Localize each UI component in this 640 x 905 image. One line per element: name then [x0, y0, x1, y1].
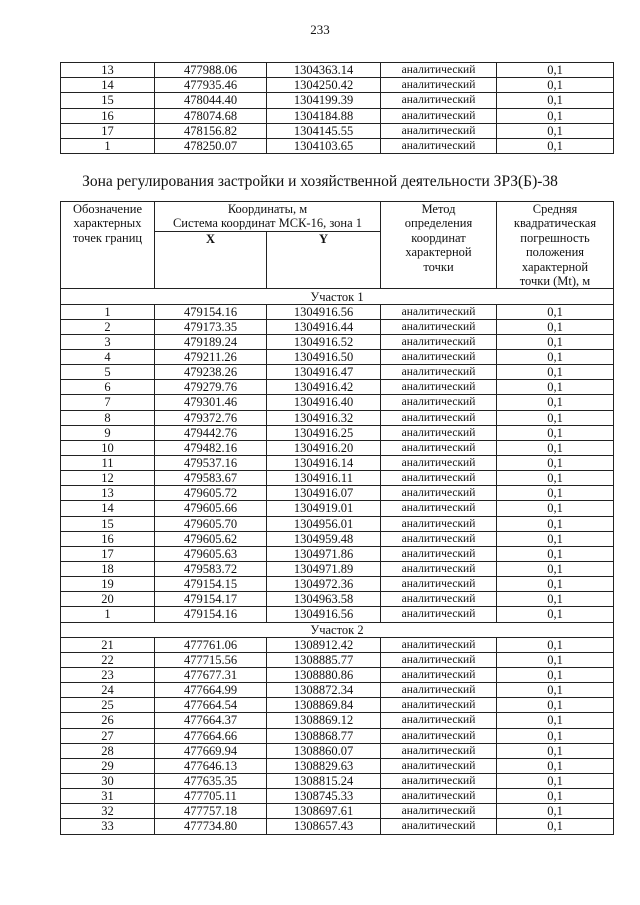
cell-point: 4 — [61, 350, 155, 365]
cell-method: аналитический — [381, 546, 497, 561]
cell-y: 1308829.63 — [267, 758, 381, 773]
cell-error: 0,1 — [497, 93, 614, 108]
cell-method: аналитический — [381, 819, 497, 834]
cell-method: аналитический — [381, 319, 497, 334]
header-text: погрешность — [520, 230, 590, 245]
cell-point: 8 — [61, 410, 155, 425]
cell-x: 477705.11 — [155, 789, 267, 804]
cell-method: аналитический — [381, 123, 497, 138]
cell-y: 1304916.20 — [267, 440, 381, 455]
cell-point: 20 — [61, 592, 155, 607]
cell-x: 479605.62 — [155, 531, 267, 546]
cell-error: 0,1 — [497, 78, 614, 93]
cell-method: аналитический — [381, 501, 497, 516]
cell-error: 0,1 — [497, 789, 614, 804]
cell-point: 19 — [61, 577, 155, 592]
table-row — [61, 501, 614, 516]
cell-y: 1304916.44 — [267, 319, 381, 334]
cell-point: 27 — [61, 728, 155, 743]
cell-y: 1304972.36 — [267, 577, 381, 592]
cell-error: 0,1 — [497, 319, 614, 334]
cell-x: 478250.07 — [155, 138, 267, 153]
cell-error: 0,1 — [497, 698, 614, 713]
cell-error: 0,1 — [497, 395, 614, 410]
cell-point: 3 — [61, 334, 155, 349]
cell-method: аналитический — [381, 607, 497, 622]
cell-method: аналитический — [381, 683, 497, 698]
cell-point: 22 — [61, 652, 155, 667]
cell-point: 2 — [61, 319, 155, 334]
cell-method: аналитический — [381, 410, 497, 425]
cell-x: 477761.06 — [155, 637, 267, 652]
cell-point: 31 — [61, 789, 155, 804]
cell-error: 0,1 — [497, 425, 614, 440]
cell-error: 0,1 — [497, 561, 614, 576]
cell-error: 0,1 — [497, 471, 614, 486]
cell-x: 479605.70 — [155, 516, 267, 531]
cell-x: 477664.66 — [155, 728, 267, 743]
cell-y: 1308860.07 — [267, 743, 381, 758]
cell-point: 5 — [61, 365, 155, 380]
table-row — [61, 546, 614, 561]
table-row — [61, 637, 614, 652]
cell-point: 14 — [61, 501, 155, 516]
table-row — [61, 425, 614, 440]
cell-point: 24 — [61, 683, 155, 698]
cell-error: 0,1 — [497, 531, 614, 546]
cell-y: 1304916.25 — [267, 425, 381, 440]
cell-method: аналитический — [381, 789, 497, 804]
cell-point: 29 — [61, 758, 155, 773]
cell-point: 17 — [61, 546, 155, 561]
cell-error: 0,1 — [497, 607, 614, 622]
table-row — [61, 108, 614, 123]
cell-method: аналитический — [381, 78, 497, 93]
cell-y: 1304363.14 — [267, 63, 381, 78]
cell-y: 1304919.01 — [267, 501, 381, 516]
cell-y: 1304963.58 — [267, 592, 381, 607]
cell-method: аналитический — [381, 440, 497, 455]
table-row — [61, 380, 614, 395]
cell-point: 30 — [61, 773, 155, 788]
cell-point: 32 — [61, 804, 155, 819]
cell-x: 477664.54 — [155, 698, 267, 713]
cell-error: 0,1 — [497, 804, 614, 819]
table-row — [61, 440, 614, 455]
header-y: Y — [267, 232, 381, 289]
cell-x: 479173.35 — [155, 319, 267, 334]
cell-x: 479211.26 — [155, 350, 267, 365]
cell-error: 0,1 — [497, 667, 614, 682]
cell-error: 0,1 — [497, 455, 614, 470]
group-row — [61, 622, 614, 637]
header-text: определения — [404, 216, 473, 231]
cell-x: 478074.68 — [155, 108, 267, 123]
cell-x: 477646.13 — [155, 758, 267, 773]
cell-y: 1304145.55 — [267, 123, 381, 138]
cell-x: 479442.76 — [155, 425, 267, 440]
cell-point: 21 — [61, 637, 155, 652]
cell-y: 1304916.42 — [267, 380, 381, 395]
cell-x: 477677.31 — [155, 667, 267, 682]
cell-y: 1308657.43 — [267, 819, 381, 834]
cell-method: аналитический — [381, 773, 497, 788]
cell-y: 1308869.84 — [267, 698, 381, 713]
table-row — [61, 63, 614, 78]
cell-x: 479605.66 — [155, 501, 267, 516]
cell-point: 10 — [61, 440, 155, 455]
cell-point: 16 — [61, 531, 155, 546]
cell-y: 1308745.33 — [267, 789, 381, 804]
cell-method: аналитический — [381, 743, 497, 758]
header-text: координат — [411, 230, 466, 245]
header-error — [497, 202, 614, 289]
cell-point: 1 — [61, 304, 155, 319]
table-row — [61, 350, 614, 365]
cell-x: 477635.35 — [155, 773, 267, 788]
cell-x: 479189.24 — [155, 334, 267, 349]
table-row — [61, 138, 614, 153]
cell-error: 0,1 — [497, 546, 614, 561]
cell-x: 479537.16 — [155, 455, 267, 470]
cell-method: аналитический — [381, 395, 497, 410]
cell-method: аналитический — [381, 713, 497, 728]
cell-y: 1304184.88 — [267, 108, 381, 123]
cell-method: аналитический — [381, 667, 497, 682]
cell-method: аналитический — [381, 592, 497, 607]
cell-y: 1304971.89 — [267, 561, 381, 576]
cell-point: 18 — [61, 561, 155, 576]
cell-y: 1304916.40 — [267, 395, 381, 410]
cell-point: 14 — [61, 78, 155, 93]
cell-point: 9 — [61, 425, 155, 440]
header-text: Координаты, м — [227, 202, 308, 216]
cell-point: 6 — [61, 380, 155, 395]
cell-error: 0,1 — [497, 592, 614, 607]
continued-table-body — [61, 63, 614, 154]
cell-x: 479482.16 — [155, 440, 267, 455]
header-text: Средняя — [532, 202, 578, 216]
zone-coordinates-table — [60, 201, 614, 835]
cell-point: 25 — [61, 698, 155, 713]
cell-method: аналитический — [381, 531, 497, 546]
cell-error: 0,1 — [497, 123, 614, 138]
table-row — [61, 455, 614, 470]
cell-y: 1304916.32 — [267, 410, 381, 425]
table-row — [61, 319, 614, 334]
cell-x: 478156.82 — [155, 123, 267, 138]
header-text: характерных — [73, 216, 142, 231]
table-header — [61, 202, 614, 289]
table-row — [61, 758, 614, 773]
cell-method: аналитический — [381, 561, 497, 576]
cell-x: 479238.26 — [155, 365, 267, 380]
cell-method: аналитический — [381, 334, 497, 349]
cell-method: аналитический — [381, 93, 497, 108]
cell-error: 0,1 — [497, 713, 614, 728]
table-row — [61, 334, 614, 349]
header-text: Система координат МСК-16, зона 1 — [172, 216, 363, 231]
cell-y: 1308912.42 — [267, 637, 381, 652]
cell-method: аналитический — [381, 455, 497, 470]
cell-y: 1308868.77 — [267, 728, 381, 743]
cell-x: 477669.94 — [155, 743, 267, 758]
cell-point: 1 — [61, 138, 155, 153]
table-row — [61, 365, 614, 380]
cell-error: 0,1 — [497, 743, 614, 758]
cell-x: 478044.40 — [155, 93, 267, 108]
table-row — [61, 516, 614, 531]
table-row — [61, 652, 614, 667]
cell-error: 0,1 — [497, 577, 614, 592]
table-row — [61, 607, 614, 622]
cell-error: 0,1 — [497, 652, 614, 667]
cell-point: 16 — [61, 108, 155, 123]
cell-point: 1 — [61, 607, 155, 622]
header-text: квадратическая — [513, 216, 597, 231]
cell-error: 0,1 — [497, 683, 614, 698]
page-number: 233 — [310, 22, 330, 37]
cell-x: 479154.16 — [155, 607, 267, 622]
header-text: точки — [423, 259, 454, 274]
cell-x: 479605.63 — [155, 546, 267, 561]
table-row — [61, 773, 614, 788]
cell-y: 1304971.86 — [267, 546, 381, 561]
cell-x: 479583.72 — [155, 561, 267, 576]
header-method — [381, 202, 497, 289]
header-text: характерной — [405, 245, 472, 260]
table-row — [61, 667, 614, 682]
cell-point: 12 — [61, 471, 155, 486]
cell-y: 1308869.12 — [267, 713, 381, 728]
table-row — [61, 304, 614, 319]
cell-x: 477734.80 — [155, 819, 267, 834]
cell-point: 17 — [61, 123, 155, 138]
cell-method: аналитический — [381, 637, 497, 652]
cell-error: 0,1 — [497, 486, 614, 501]
cell-point: 13 — [61, 486, 155, 501]
group-label: Участок 1 — [61, 289, 614, 304]
cell-point: 15 — [61, 516, 155, 531]
cell-error: 0,1 — [497, 108, 614, 123]
cell-y: 1304916.52 — [267, 334, 381, 349]
table-row — [61, 713, 614, 728]
section-title: Зона регулирования застройки и хозяйственной деятельности ЗРЗ(Б)-38 — [82, 173, 558, 190]
cell-method: аналитический — [381, 138, 497, 153]
cell-x: 479279.76 — [155, 380, 267, 395]
cell-method: аналитический — [381, 108, 497, 123]
cell-x: 477664.37 — [155, 713, 267, 728]
header-point-designation — [61, 202, 155, 289]
cell-point: 15 — [61, 93, 155, 108]
cell-error: 0,1 — [497, 304, 614, 319]
cell-y: 1304916.50 — [267, 350, 381, 365]
cell-x: 479154.16 — [155, 304, 267, 319]
table-row — [61, 561, 614, 576]
cell-x: 477935.46 — [155, 78, 267, 93]
table-row — [61, 592, 614, 607]
cell-point: 28 — [61, 743, 155, 758]
header-coordinates — [155, 202, 381, 232]
cell-point: 7 — [61, 395, 155, 410]
table-row — [61, 698, 614, 713]
cell-y: 1304956.01 — [267, 516, 381, 531]
cell-x: 477988.06 — [155, 63, 267, 78]
cell-error: 0,1 — [497, 138, 614, 153]
cell-method: аналитический — [381, 728, 497, 743]
cell-method: аналитический — [381, 425, 497, 440]
header-text: Обозначение — [72, 202, 143, 216]
cell-method: аналитический — [381, 471, 497, 486]
table-row — [61, 486, 614, 501]
cell-error: 0,1 — [497, 501, 614, 516]
cell-x: 479605.72 — [155, 486, 267, 501]
cell-error: 0,1 — [497, 350, 614, 365]
table-row — [61, 395, 614, 410]
table-row — [61, 728, 614, 743]
cell-x: 479583.67 — [155, 471, 267, 486]
table-row — [61, 531, 614, 546]
header-text: точек границ — [72, 230, 143, 245]
cell-x: 477664.99 — [155, 683, 267, 698]
cell-method: аналитический — [381, 577, 497, 592]
cell-y: 1304916.56 — [267, 607, 381, 622]
cell-y: 1304916.07 — [267, 486, 381, 501]
table-row — [61, 683, 614, 698]
cell-y: 1308815.24 — [267, 773, 381, 788]
cell-point: 33 — [61, 819, 155, 834]
header-x: X — [155, 232, 267, 289]
table-row — [61, 471, 614, 486]
cell-error: 0,1 — [497, 365, 614, 380]
cell-y: 1304916.11 — [267, 471, 381, 486]
table-row — [61, 410, 614, 425]
cell-error: 0,1 — [497, 410, 614, 425]
cell-method: аналитический — [381, 486, 497, 501]
cell-point: 26 — [61, 713, 155, 728]
cell-x: 479301.46 — [155, 395, 267, 410]
table-row — [61, 123, 614, 138]
table-body — [61, 289, 614, 834]
cell-method: аналитический — [381, 804, 497, 819]
table-row — [61, 93, 614, 108]
cell-error: 0,1 — [497, 637, 614, 652]
cell-y: 1304959.48 — [267, 531, 381, 546]
cell-method: аналитический — [381, 63, 497, 78]
cell-y: 1304199.39 — [267, 93, 381, 108]
cell-method: аналитический — [381, 304, 497, 319]
group-label: Участок 2 — [61, 622, 614, 637]
header-text: характерной — [521, 259, 589, 274]
table-row — [61, 78, 614, 93]
cell-y: 1308880.86 — [267, 667, 381, 682]
header-text: положения — [525, 245, 585, 260]
cell-error: 0,1 — [497, 758, 614, 773]
cell-y: 1308872.34 — [267, 683, 381, 698]
cell-error: 0,1 — [497, 728, 614, 743]
cell-y: 1308697.61 — [267, 804, 381, 819]
table-row — [61, 577, 614, 592]
cell-y: 1304250.42 — [267, 78, 381, 93]
header-text: точки (Mt), м — [519, 274, 591, 289]
cell-method: аналитический — [381, 380, 497, 395]
table-row — [61, 789, 614, 804]
table-row — [61, 819, 614, 834]
cell-method: аналитический — [381, 758, 497, 773]
continued-coordinates-table — [60, 62, 614, 154]
cell-method: аналитический — [381, 365, 497, 380]
cell-y: 1304916.47 — [267, 365, 381, 380]
cell-point: 23 — [61, 667, 155, 682]
cell-x: 477757.18 — [155, 804, 267, 819]
cell-error: 0,1 — [497, 819, 614, 834]
cell-point: 13 — [61, 63, 155, 78]
cell-x: 479154.15 — [155, 577, 267, 592]
table-row — [61, 804, 614, 819]
table-row — [61, 743, 614, 758]
cell-error: 0,1 — [497, 380, 614, 395]
cell-y: 1304916.56 — [267, 304, 381, 319]
cell-method: аналитический — [381, 698, 497, 713]
cell-y: 1308885.77 — [267, 652, 381, 667]
cell-error: 0,1 — [497, 773, 614, 788]
cell-error: 0,1 — [497, 63, 614, 78]
cell-error: 0,1 — [497, 440, 614, 455]
cell-y: 1304916.14 — [267, 455, 381, 470]
cell-method: аналитический — [381, 652, 497, 667]
cell-error: 0,1 — [497, 334, 614, 349]
cell-x: 479372.76 — [155, 410, 267, 425]
cell-method: аналитический — [381, 350, 497, 365]
cell-point: 11 — [61, 455, 155, 470]
group-row — [61, 289, 614, 304]
cell-method: аналитический — [381, 516, 497, 531]
header-text: Метод — [421, 202, 456, 216]
cell-y: 1304103.65 — [267, 138, 381, 153]
cell-x: 479154.17 — [155, 592, 267, 607]
cell-x: 477715.56 — [155, 652, 267, 667]
cell-error: 0,1 — [497, 516, 614, 531]
